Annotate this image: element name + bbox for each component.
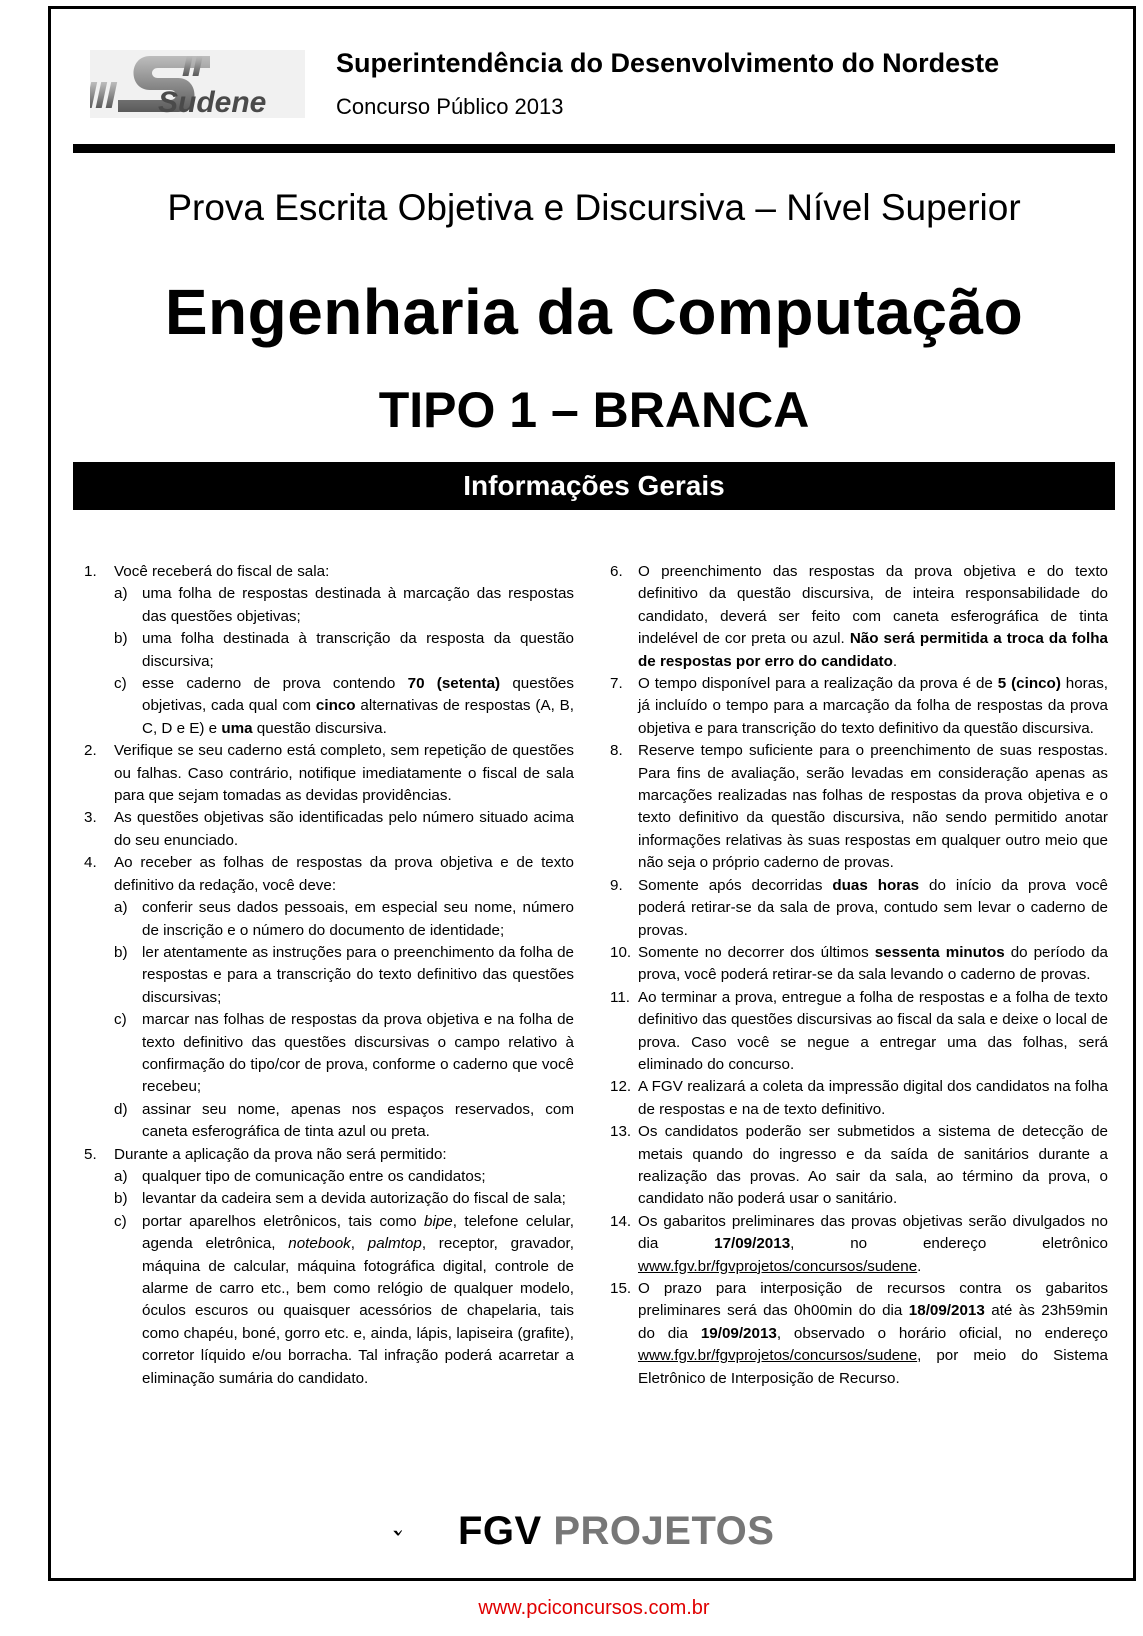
results-link[interactable]: www.fgv.br/fgvprojetos/concursos/sudene [638, 1257, 918, 1275]
list-item: 10. Somente no decorrer dos últimos sessenta minutos do período da prova, você poderá retirar-se da sala levando o caderno de provas. [610, 943, 1108, 984]
svg-text:Sudene: Sudene [158, 86, 267, 118]
list-item: 4. Ao receber as folhas de respostas da prova objetiva e de texto definitivo da redação, você deve: a) conferir seus dados pessoais, em especial seu nome, número de inscrição e o número do documento de identidade; b) ler atentamente as instruções para o preenchimento da folha de respostas e para a transcrição do texto definitivo das questões discursivas; c) marcar nas folhas de respostas da prova objetiva e na folha de texto definitivo das questões discursivas o campo relativo à confirmação do tipo/cor de prova, conforme o caderno que você recebeu; d) assinar seu nome, apenas nos espaços reservados, com caneta esferográfica de tinta azul ou preta. [84, 852, 574, 1143]
list-item: 9. Somente após decorridas duas horas do início da prova você poderá retirar-se da sala de prova, contudo sem levar o caderno de provas. [610, 876, 1108, 939]
course-title: Engenharia da Computação [164, 276, 1024, 348]
list-item: 1. Você receberá do fiscal de sala: a) uma folha de respostas destinada à marcação das respostas das questões objetivas; b) uma folha destinada à transcrição da resposta da questão discursiva; c) esse caderno de prova contendo 70 (setenta) questões objetivas, cada qual com cinco alternativas de respostas (A, B, C, D e E) e uma questão discursiva. [84, 561, 574, 740]
appeals-link[interactable]: www.fgv.br/fgvprojetos/concursos/sudene [638, 1347, 918, 1365]
sub-item: c) esse caderno de prova contendo 70 (setenta) questões objetivas, cada qual com cinco alternativas de respostas (A, B, C, D e E) e uma questão discursiva. [114, 675, 574, 737]
sub-item: c) marcar nas folhas de respostas da prova objetiva e na folha de texto definitivo das questões discursivas o campo relativo à confirmação do tipo/cor de prova, conforme o caderno que você recebeu; [114, 1011, 574, 1096]
list-item: 12. A FGV realizará a coleta da impressão digital dos candidatos na folha de respostas e na de texto definitivo. [610, 1078, 1108, 1118]
list-item: 6. O preenchimento das respostas da prova objetiva e do texto definitivo da questão discursiva, de inteira responsabilidade do candidato, deverá ser feito com caneta esferográfica de tinta indelével de cor preta ou azul. Não será permitida a troca da folha de respostas por erro do candidato. [610, 563, 1108, 670]
list-item: 8. Reserve tempo suficiente para o preenchimento de suas respostas. Para fins de avaliação, serão levadas em consideração apenas as marcações realizadas nas folhas de respostas da prova objetiva e o texto definitivo da questão discursiva, não sendo permitido anotar informações relativas às suas respostas em qualquer outro meio que não seja o próprio caderno de provas. [610, 742, 1108, 872]
source-url[interactable]: www.pciconcursos.com.br [478, 1597, 710, 1619]
fgv-logo-mark [393, 1510, 453, 1556]
section-banner: Informações Gerais [73, 462, 1115, 510]
list-item: 5. Durante a aplicação da prova não será permitido: a) qualquer tipo de comunicação entre os candidatos; b) levantar da cadeira sem a devida autorização do fiscal de sala; c) portar aparelhos eletrônicos, tais como bipe, telefone celular, agenda eletrônica, notebook, palmtop, receptor, gravador, máquina de calcular, máquina fotográfica digital, controle de alarme de carro etc., bem como relógio de qualquer modelo, óculos escuros ou quaisquer acessórios de chapelaria, tais como chapéu, boné, gorro etc. e, ainda, lápis, lapiseira (grafite), corretor líquido e/ou borracha. Tal infração poderá acarretar a eliminação sumária do candidato. [84, 1144, 574, 1390]
list-item: 14. Os gabaritos preliminares das provas objetivas serão divulgados no dia 17/09/2013, no endereço eletrônico www.fgv.br/fgvprojetos/concursos/sudene. [610, 1212, 1108, 1275]
exam-version: TIPO 1 – BRANCA [378, 382, 810, 438]
list-item: 11. Ao terminar a prova, entregue a folha de respostas e a folha de texto definitivo das questões discursivas ao fiscal da sala e deixe o local de prova. Caso você se negue a entregar uma das folhas, será eliminado do concurso. [610, 988, 1108, 1073]
sub-item: b) ler atentamente as instruções para o preenchimento da folha de respostas e para a transcrição do texto definitivo das questões discursivas; [114, 943, 574, 1006]
sub-item: a) qualquer tipo de comunicação entre os candidatos; [114, 1167, 486, 1185]
sub-item: b) levantar da cadeira sem a devida autorização do fiscal de sala; [114, 1190, 566, 1208]
sub-item: a) conferir seus dados pessoais, em especial seu nome, número de inscrição e o número do documento de identidade; [114, 899, 574, 939]
org-title: Superintendência do Desenvolvimento do Nordeste [336, 48, 1000, 78]
list-item: 15. O prazo para interposição de recursos contra os gabaritos preliminares será das 0h00min do dia 18/09/2013 até às 23h59min do dia 19/09/2013, observado o horário oficial, no endereço www.fgv.br/fgvprojetos/concursos/sudene, por meio do Sistema Eletrônico de Interposição de Recurso. [610, 1280, 1108, 1387]
sub-item: d) assinar seu nome, apenas nos espaços reservados, com caneta esferográfica de tinta azul ou preta. [114, 1100, 574, 1141]
sub-item: b) uma folha destinada à transcrição da resposta da questão discursiva; [114, 630, 574, 670]
list-item: 13. Os candidatos poderão ser submetidos a sistema de detecção de metais quando do ingresso e da saída de sanitários durante a realização das provas. Ao sair da sala, ao término da prova, o candidato não poderá usar o sanitário. [610, 1123, 1108, 1208]
list-item: 3. As questões objetivas são identificadas pelo número situado acima do seu enunciado. [84, 809, 574, 849]
sub-item: c) portar aparelhos eletrônicos, tais como bipe, telefone celular, agenda eletrônica, notebook, palmtop, receptor, gravador, máquina de calcular, máquina fotográfica digital, controle de alarme de carro etc., bem como relógio de qualquer modelo, óculos escuros ou quaisquer acessórios de chapelaria, tais como chapéu, boné, gorro etc. e, ainda, lápis, lapiseira (grafite), corretor líquido e/ou borracha. Tal infração poderá acarretar a eliminação sumária do candidato. [114, 1212, 574, 1387]
sub-item: a) uma folha de respostas destinada à marcação das respostas das questões objetivas; [114, 585, 574, 625]
exam-year: Concurso Público 2013 [336, 94, 564, 119]
list-item: 2. Verifique se seu caderno está completo, sem repetição de questões ou falhas. Caso contrário, notifique imediatamente o fiscal de sala para que sejam tomadas as devidas providências. [84, 742, 574, 805]
instructions-right-column [610, 561, 1108, 1390]
list-item: 7. O tempo disponível para a realização da prova é de 5 (cinco) horas, já incluído o tempo para a marcação da folha de respostas da prova objetiva e para transcrição do texto definitivo da questão discursiva. [610, 675, 1109, 737]
header-divider [73, 144, 1115, 153]
instructions-left-column [84, 561, 574, 1390]
exam-type: Prova Escrita Objetiva e Discursiva – Nível Superior [167, 187, 1021, 228]
fgv-projetos-logo: FGV PROJETOS [458, 1509, 775, 1553]
sudene-logo [90, 50, 305, 118]
